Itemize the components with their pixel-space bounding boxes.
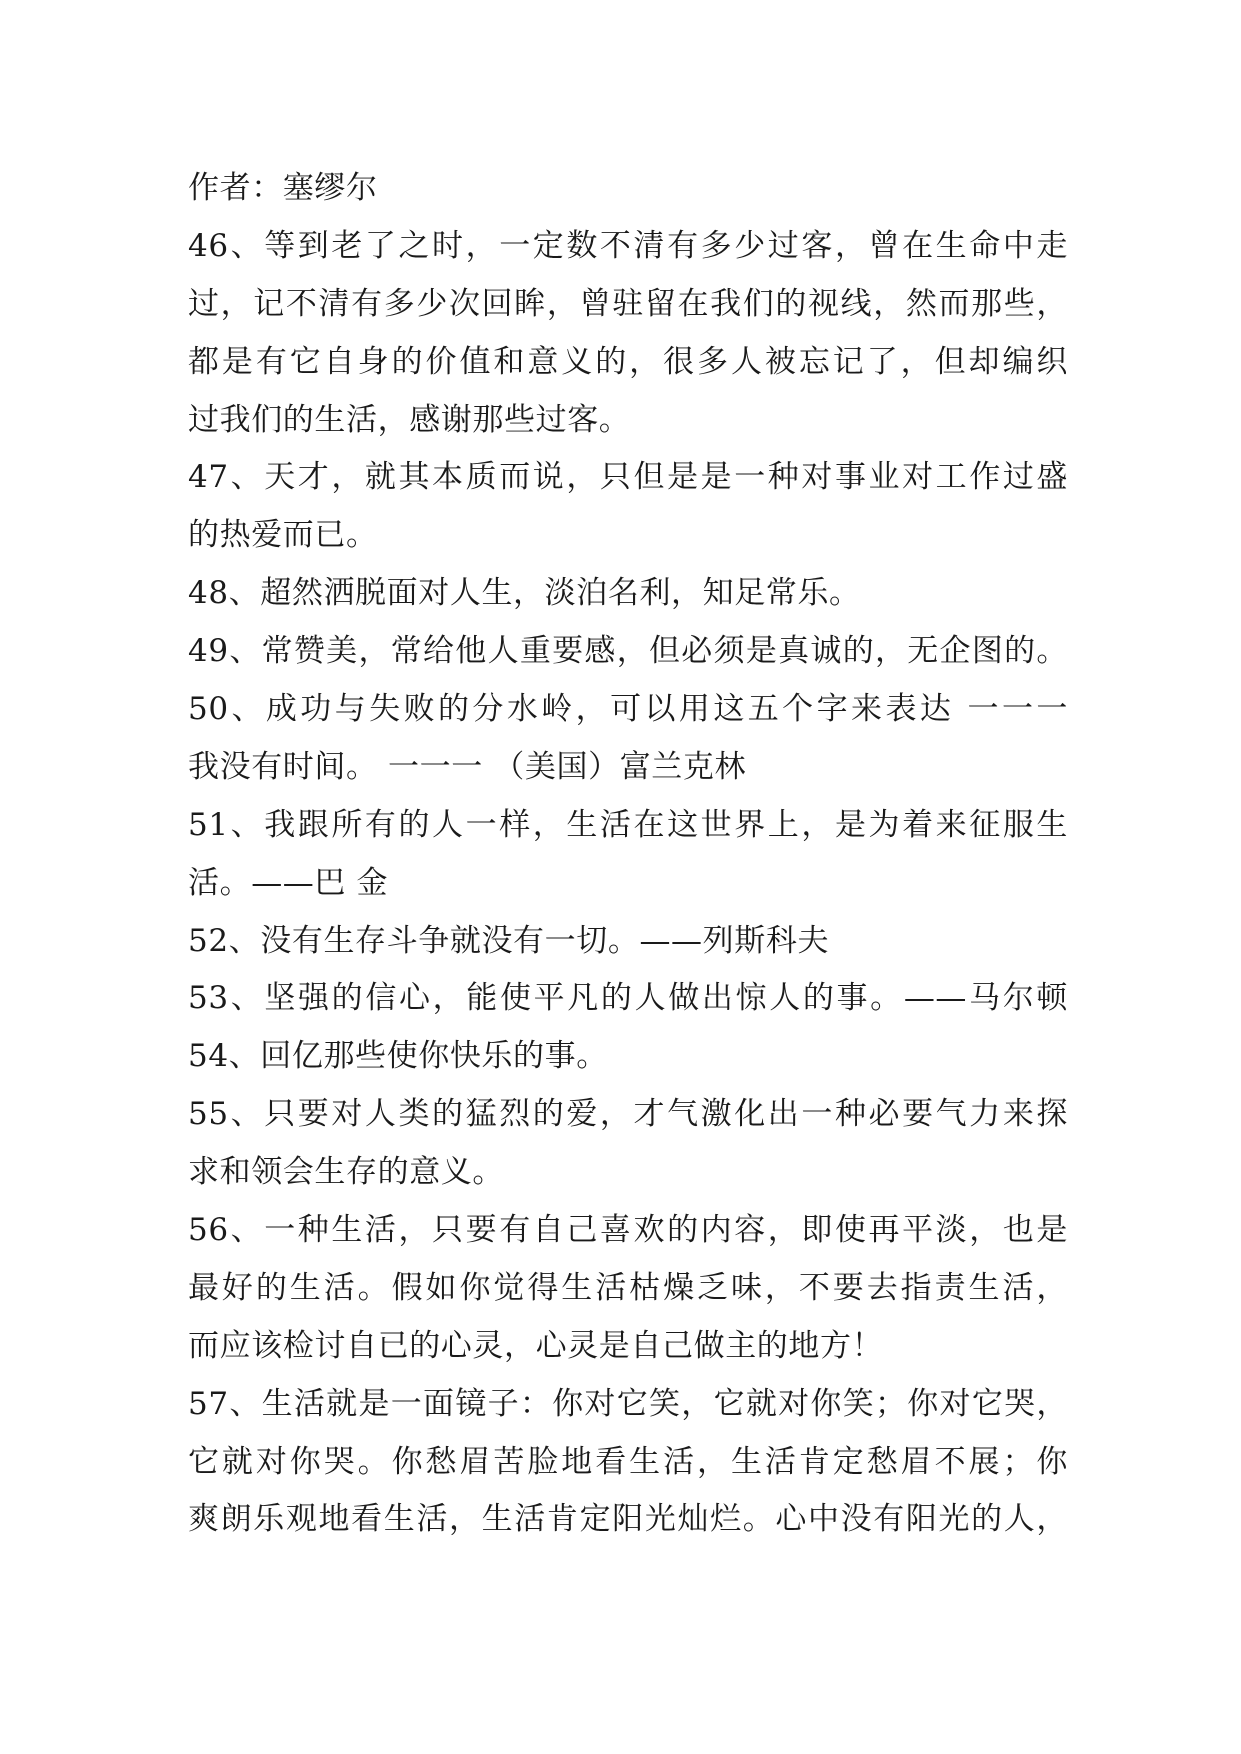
text-line: 48、超然洒脱面对人生，淡泊名利，知足常乐。 (188, 575, 861, 612)
text-line: 47、天才，就其本质而说，只但是是一种对事业对工作过盛 (188, 459, 1068, 496)
text-line: 我没有时间。 一一一 （美国）富兰克林 (188, 748, 747, 785)
text-line: 的热爱而已。 (188, 517, 378, 554)
text-line: 49、常赞美，常给他人重要感，但必须是真诚的，无企图的。 (188, 633, 1068, 670)
text-line: 55、只要对人类的猛烈的爱，才气激化出一种必要气力来探 (188, 1096, 1068, 1133)
text-line: 54、回亿那些使你快乐的事。 (188, 1038, 608, 1075)
text-line: 它就对你哭。你愁眉苦脸地看生活，生活肯定愁眉不展；你 (188, 1443, 1068, 1480)
text-line: 而应该检讨自已的心灵，心灵是自己做主的地方！ (188, 1327, 884, 1364)
text-line: 53、坚强的信心，能使平凡的人做出惊人的事。——马尔顿 (188, 980, 1068, 1017)
text-line: 46、等到老了之时，一定数不清有多少过客，曾在生命中走 (188, 227, 1068, 264)
text-line: 都是有它自身的价值和意义的，很多人被忘记了，但却编织 (188, 343, 1068, 380)
text-line: 过我们的生活，感谢那些过客。 (188, 401, 631, 438)
text-line: 56、一种生活，只要有自己喜欢的内容，即使再平淡，也是 (188, 1212, 1068, 1249)
text-line: 50、成功与失败的分水岭，可以用这五个字来表达 一一一 (188, 691, 1068, 728)
text-line: 求和领会生存的意义。 (188, 1154, 504, 1191)
text-line: 过，记不清有多少次回眸，曾驻留在我们的视线，然而那些， (188, 285, 1068, 322)
text-line: 51、我跟所有的人一样，生活在这世界上，是为着来征服生 (188, 806, 1068, 843)
text-line: 爽朗乐观地看生活，生活肯定阳光灿烂。心中没有阳光的人， (188, 1501, 1068, 1538)
text-line: 活。——巴 金 (188, 864, 389, 901)
document-body (188, 160, 1068, 1549)
text-line: 57、生活就是一面镜子：你对它笑，它就对你笑；你对它哭， (188, 1385, 1068, 1422)
text-line: 52、没有生存斗争就没有一切。——列斯科夫 (188, 922, 830, 959)
text-line: 最好的生活。假如你觉得生活枯燥乏味，不要去指责生活， (188, 1269, 1068, 1306)
text-line: 作者：塞缪尔 (188, 170, 378, 206)
